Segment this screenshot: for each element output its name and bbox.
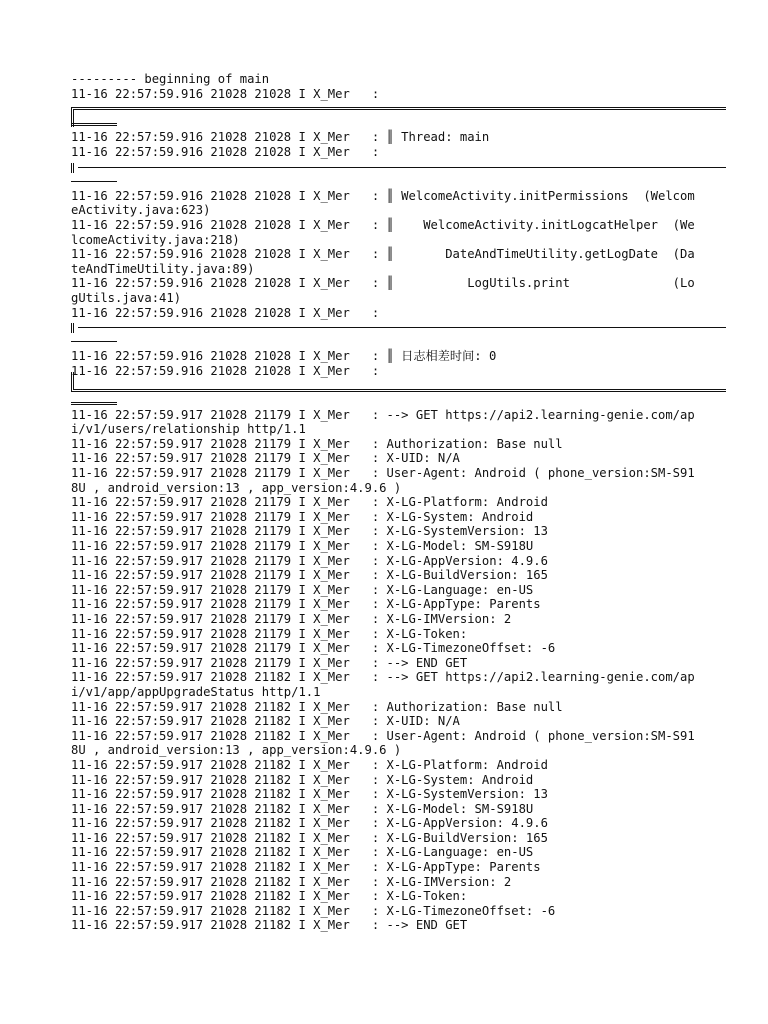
log-line: 11-16 22:57:59.917 21028 21179 I X_Mer : X-LG-System: Android: [71, 509, 534, 524]
log-line: 11-16 22:57:59.917 21028 21179 I X_Mer : X-LG-Language: en-US: [71, 582, 534, 597]
log-line: 11-16 22:57:59.917 21028 21182 I X_Mer : --> END GET: [71, 918, 468, 933]
log-line: 11-16 22:57:59.916 21028 21028 I X_Mer :: [71, 86, 380, 101]
log-line: 11-16 22:57:59.917 21028 21179 I X_Mer : User-Agent: Android ( phone_version:SM-S918U , android_version:13 , app_version:4.9.6 ): [71, 466, 695, 495]
log-line: 11-16 22:57:59.917 21028 21179 I X_Mer : X-LG-Platform: Android: [71, 495, 548, 510]
log-line: 11-16 22:57:59.917 21028 21182 I X_Mer : --> GET https://api2.learning-genie.com/api/v1/app/appUpgradeStatus http/1.1: [71, 670, 695, 699]
log-document: [71, 72, 697, 933]
box-rule: [78, 389, 726, 392]
log-line: 11-16 22:57:59.916 21028 21028 I X_Mer : ║ LogUtils.print (LogUtils.java:41): [71, 276, 695, 305]
log-line: 11-16 22:57:59.917 21028 21179 I X_Mer : --> GET https://api2.learning-genie.com/api/v1/users/relationship http/1.1: [71, 407, 695, 437]
log-line: 11-16 22:57:59.917 21028 21182 I X_Mer : User-Agent: Android ( phone_version:SM-S918U , android_version:13 , app_version:4.9.6 ): [71, 728, 695, 758]
log-line: 11-16 22:57:59.917 21028 21182 I X_Mer : X-LG-SystemVersion: 13: [71, 787, 548, 802]
box-separator-top: [71, 101, 697, 130]
log-line: 11-16 22:57:59.917 21028 21182 I X_Mer : X-LG-IMVersion: 2: [71, 874, 512, 889]
log-line: 11-16 22:57:59.917 21028 21182 I X_Mer : Authorization: Base null: [71, 699, 563, 714]
log-line: 11-16 22:57:59.917 21028 21182 I X_Mer : X-LG-Platform: Android: [71, 757, 548, 772]
log-line: 11-16 22:57:59.917 21028 21182 I X_Mer : X-LG-AppType: Parents: [71, 860, 541, 875]
log-line: 11-16 22:57:59.916 21028 21028 I X_Mer : ║ WelcomeActivity.initLogcatHelper (WelcomeActivity.java:218): [71, 217, 695, 247]
box-rule-wrap: [71, 123, 117, 126]
log-line: 11-16 22:57:59.917 21028 21179 I X_Mer : X-LG-Token:: [71, 626, 468, 641]
box-separator-mid: [71, 160, 697, 189]
log-line: 11-16 22:57:59.916 21028 21028 I X_Mer :: [71, 144, 380, 159]
log-line: 11-16 22:57:59.917 21028 21179 I X_Mer : X-LG-SystemVersion: 13: [71, 524, 548, 539]
box-rule: [78, 167, 726, 168]
box-rule: [78, 107, 726, 110]
log-line: 11-16 22:57:59.917 21028 21179 I X_Mer : X-LG-Model: SM-S918U: [71, 539, 534, 553]
log-line: 11-16 22:57:59.916 21028 21028 I X_Mer : ║ 日志相差时间: 0: [71, 349, 497, 364]
log-lines: [71, 87, 697, 933]
log-line: 11-16 22:57:59.917 21028 21179 I X_Mer : X-UID: N/A: [71, 451, 460, 466]
log-line: 11-16 22:57:59.916 21028 21028 I X_Mer : ║ Thread: main: [71, 130, 490, 145]
box-rule-wrap: [71, 402, 117, 405]
box-rule-wrap: [71, 341, 117, 342]
log-line: 11-16 22:57:59.917 21028 21182 I X_Mer : X-LG-Model: SM-S918U: [71, 801, 534, 816]
box-rule: [78, 327, 726, 328]
log-line: 11-16 22:57:59.917 21028 21179 I X_Mer : X-LG-IMVersion: 2: [71, 611, 512, 626]
box-corner: [71, 163, 78, 173]
log-line: 11-16 22:57:59.916 21028 21028 I X_Mer :: [71, 305, 380, 320]
box-corner: [71, 372, 78, 392]
box-separator-bot: [71, 378, 697, 407]
log-line: 11-16 22:57:59.917 21028 21182 I X_Mer : X-LG-TimezoneOffset: -6: [71, 903, 556, 918]
log-line: 11-16 22:57:59.917 21028 21179 I X_Mer : X-LG-AppVersion: 4.9.6: [71, 553, 548, 568]
box-rule-wrap: [71, 181, 117, 182]
log-line: 11-16 22:57:59.917 21028 21179 I X_Mer : X-LG-TimezoneOffset: -6: [71, 641, 556, 656]
log-line: 11-16 22:57:59.917 21028 21182 I X_Mer : X-LG-Token:: [71, 889, 468, 904]
log-line: 11-16 22:57:59.916 21028 21028 I X_Mer : ║ WelcomeActivity.initPermissions (WelcomeActivity.java:623): [71, 188, 695, 218]
log-line: 11-16 22:57:59.917 21028 21179 I X_Mer : X-LG-BuildVersion: 165: [71, 568, 548, 583]
box-separator-mid: [71, 320, 697, 349]
log-line: 11-16 22:57:59.917 21028 21179 I X_Mer : --> END GET: [71, 655, 468, 670]
log-header: --------- beginning of main: [71, 72, 270, 86]
log-line: 11-16 22:57:59.917 21028 21182 I X_Mer : X-LG-BuildVersion: 165: [71, 830, 548, 845]
log-line: 11-16 22:57:59.917 21028 21182 I X_Mer : X-LG-Language: en-US: [71, 845, 534, 860]
log-line: 11-16 22:57:59.916 21028 21028 I X_Mer :: [71, 363, 380, 378]
log-line: 11-16 22:57:59.917 21028 21179 I X_Mer : Authorization: Base null: [71, 436, 563, 451]
log-line: 11-16 22:57:59.916 21028 21028 I X_Mer : ║ DateAndTimeUtility.getLogDate (DateAndTimeUtility.java:89): [71, 247, 695, 276]
log-line: 11-16 22:57:59.917 21028 21179 I X_Mer : X-LG-AppType: Parents: [71, 597, 541, 612]
box-corner: [71, 323, 78, 333]
log-line: 11-16 22:57:59.917 21028 21182 I X_Mer : X-LG-System: Android: [71, 772, 534, 787]
log-line: 11-16 22:57:59.917 21028 21182 I X_Mer : X-UID: N/A: [71, 714, 460, 729]
log-line: 11-16 22:57:59.917 21028 21182 I X_Mer : X-LG-AppVersion: 4.9.6: [71, 816, 548, 831]
